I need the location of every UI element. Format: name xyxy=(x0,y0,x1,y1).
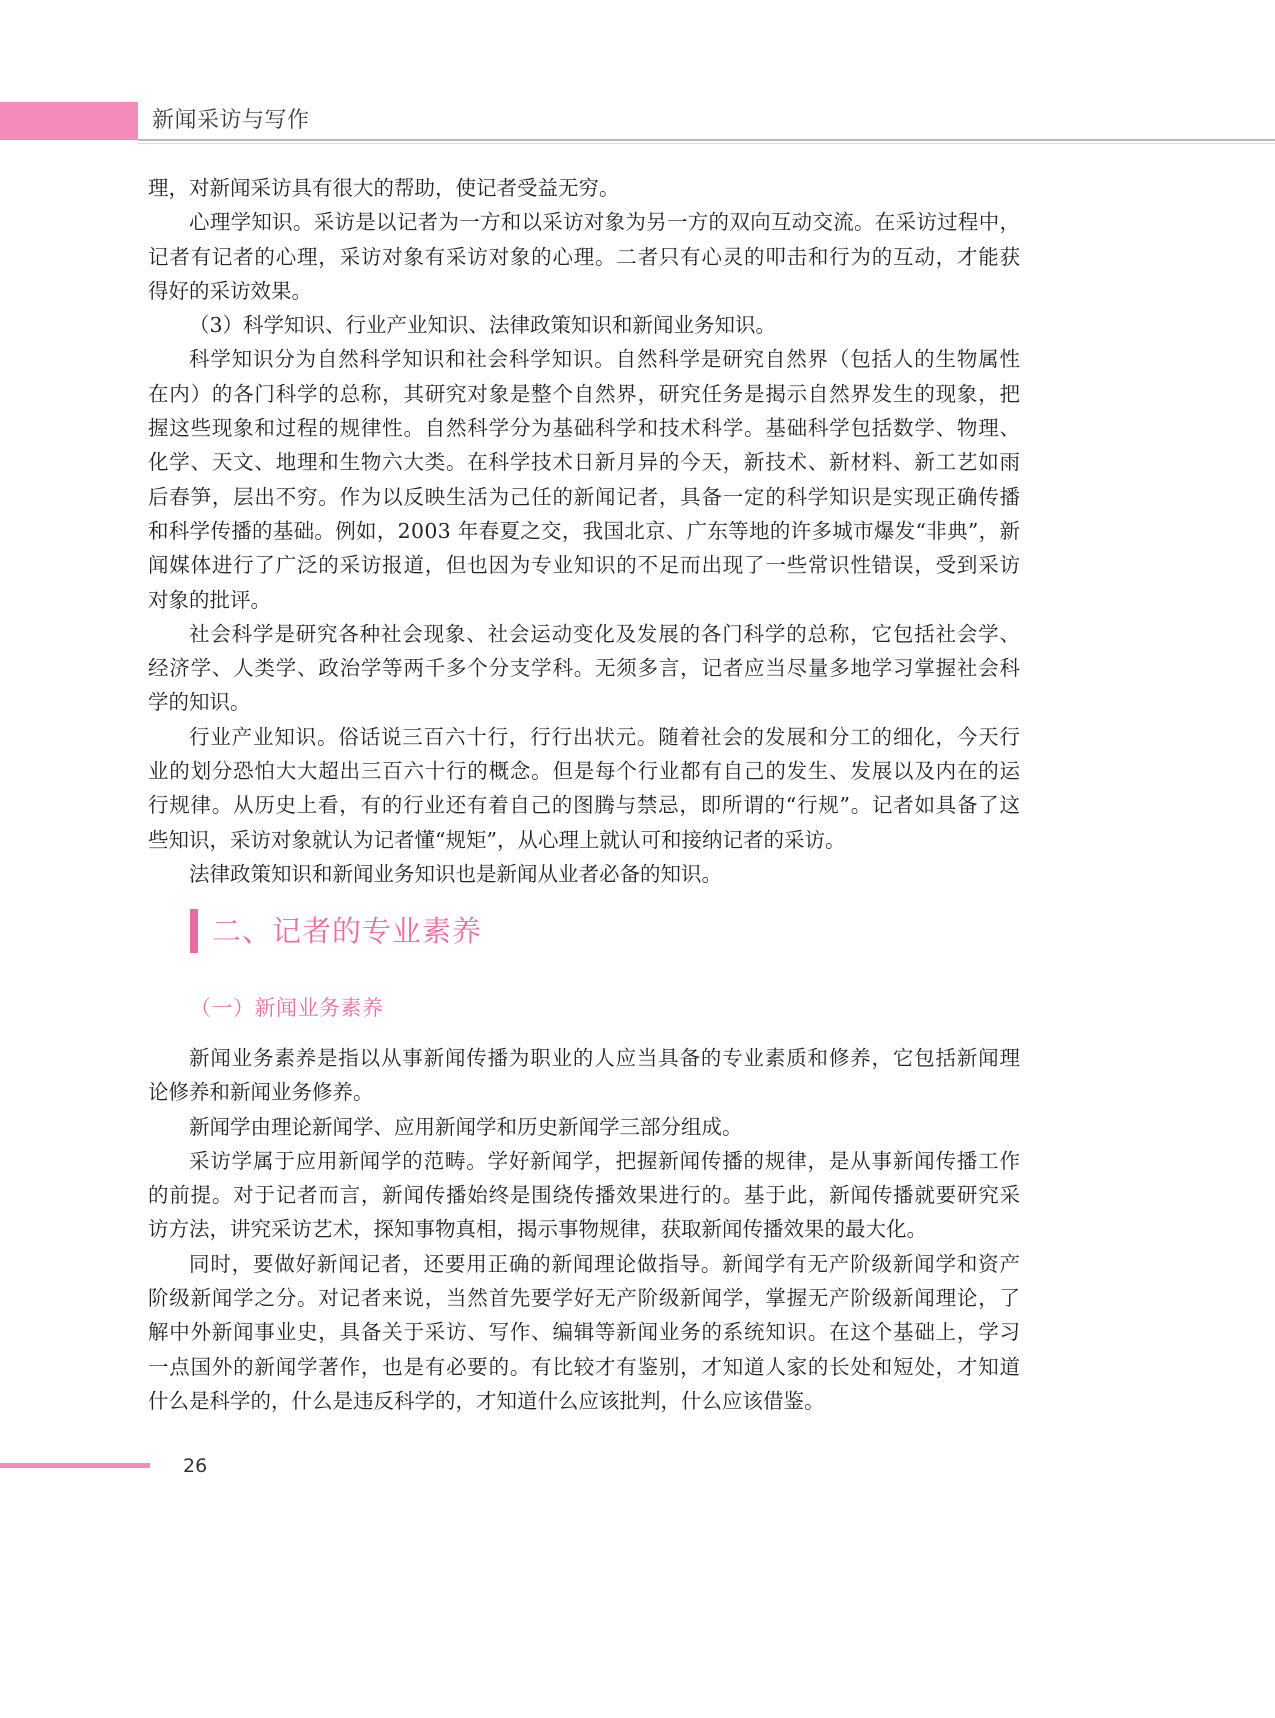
paragraph xyxy=(148,617,1020,720)
body-line: 行业产业知识。俗话说三百六十行，行行出状元。随着社会的发展和分工的细化，今天行 xyxy=(189,724,1021,749)
body-line: （3）科学知识、行业产业知识、法律政策知识和新闻业务知识。 xyxy=(189,313,777,338)
body-line: 化学、天文、地理和生物六大类。在科学技术日新月异的今天，新技术、新材料、新工艺如雨 xyxy=(148,450,1021,475)
body-line: 对象的批评。 xyxy=(148,587,271,612)
body-line: 一点国外的新闻学著作，也是有必要的。有比较才有鉴别，才知道人家的长处和短处，才知道 xyxy=(148,1354,1021,1379)
paragraph xyxy=(148,342,1020,616)
body-line: 理，对新闻采访具有很大的帮助，使记者受益无穷。 xyxy=(148,176,620,200)
paragraph xyxy=(148,308,1020,342)
heading-accent-bar xyxy=(190,909,198,953)
header-accent-bar xyxy=(0,102,138,140)
header-rule xyxy=(138,139,1275,141)
header-rule-thin xyxy=(138,143,1275,144)
paragraph xyxy=(148,1110,1020,1144)
body-line: 记者有记者的心理，采访对象有采访对象的心理。二者只有心灵的叩击和行为的互动，才能获 xyxy=(148,244,1021,269)
body-line: 的前提。对于记者而言，新闻传播始终是围绕传播效果进行的。基于此，新闻传播就要研究采 xyxy=(148,1183,1021,1208)
body-line: 得好的采访效果。 xyxy=(148,278,312,303)
body-line: 什么是科学的，什么是违反科学的，才知道什么应该批判，什么应该借鉴。 xyxy=(148,1388,825,1413)
paragraph xyxy=(148,205,1020,308)
body-line: 行规律。从历史上看，有的行业还有着自己的图腾与禁忌，即所谓的“行规”。记者如具备了这 xyxy=(148,793,1021,818)
paragraph xyxy=(148,720,1020,857)
body-line: 解中外新闻事业史，具备关于采访、写作、编辑等新闻业务的系统知识。在这个基础上，学习 xyxy=(148,1320,1021,1345)
body-line: 阶级新闻学之分。对记者来说，当然首先要学好无产阶级新闻学，掌握无产阶级新闻理论，了 xyxy=(148,1286,1021,1311)
section-heading-text: 二、记者的专业素养 xyxy=(212,914,483,948)
body-line: 闻媒体进行了广泛的采访报道，但也因为专业知识的不足而出现了一些常识性错误，受到采访 xyxy=(148,553,1021,578)
page-number: 26 xyxy=(183,1455,208,1477)
subsection-heading: （一）新闻业务素养 xyxy=(190,996,384,1020)
footer-accent-rule xyxy=(0,1463,150,1468)
body-text-block xyxy=(148,171,1020,891)
body-line: 科学知识分为自然科学知识和社会科学知识。自然科学是研究自然界（包括人的生物属性 xyxy=(189,347,1021,372)
body-line: 和科学传播的基础。例如，2003 年春夏之交，我国北京、广东等地的许多城市爆发“非典”，新 xyxy=(148,518,1021,543)
body-text-block xyxy=(148,1041,1020,1418)
paragraph xyxy=(148,1247,1020,1418)
section-heading xyxy=(190,909,690,953)
body-line: 社会科学是研究各种社会现象、社会运动变化及发展的各门科学的总称，它包括社会学、 xyxy=(189,621,1021,646)
paragraph xyxy=(148,1144,1020,1247)
body-line: 法律政策知识和新闻业务知识也是新闻从业者必备的知识。 xyxy=(189,861,722,886)
body-line: 经济学、人类学、政治学等两千多个分支学科。无须多言，记者应当尽量多地学习掌握社会科 xyxy=(148,656,1021,681)
body-line: 论修养和新闻业务修养。 xyxy=(148,1080,374,1105)
body-line: 业的划分恐怕大大超出三百六十行的概念。但是每个行业都有自己的发生、发展以及内在的运 xyxy=(148,759,1021,784)
body-line: 同时，要做好新闻记者，还要用正确的新闻理论做指导。新闻学有无产阶级新闻学和资产 xyxy=(189,1251,1021,1276)
body-line: 些知识，采访对象就认为记者懂“规矩”，从心理上就认可和接纳记者的采访。 xyxy=(148,827,846,852)
body-line: 访方法，讲究采访艺术，探知事物真相，揭示事物规律，获取新闻传播效果的最大化。 xyxy=(148,1217,927,1242)
paragraph xyxy=(148,857,1020,891)
paragraph xyxy=(148,1041,1020,1110)
paragraph xyxy=(148,171,1020,205)
body-line: 新闻学由理论新闻学、应用新闻学和历史新闻学三部分组成。 xyxy=(189,1114,743,1139)
body-line: 在内）的各门科学的总称，其研究对象是整个自然界，研究任务是揭示自然界发生的现象，把 xyxy=(148,381,1021,406)
body-line: 新闻业务素养是指以从事新闻传播为职业的人应当具备的专业素质和修养，它包括新闻理 xyxy=(189,1046,1021,1070)
body-line: 学的知识。 xyxy=(148,690,251,715)
body-line: 心理学知识。采访是以记者为一方和以采访对象为另一方的双向互动交流。在采访过程中， xyxy=(189,210,1021,235)
body-line: 后春笋，层出不穷。作为以反映生活为己任的新闻记者，具备一定的科学知识是实现正确传播 xyxy=(148,484,1021,509)
body-line: 采访学属于应用新闻学的范畴。学好新闻学，把握新闻传播的规律，是从事新闻传播工作 xyxy=(189,1148,1021,1173)
body-line: 握这些现象和过程的规律性。自然科学分为基础科学和技术科学。基础科学包括数学、物理、 xyxy=(148,416,1021,441)
running-header-title: 新闻采访与写作 xyxy=(152,108,310,133)
